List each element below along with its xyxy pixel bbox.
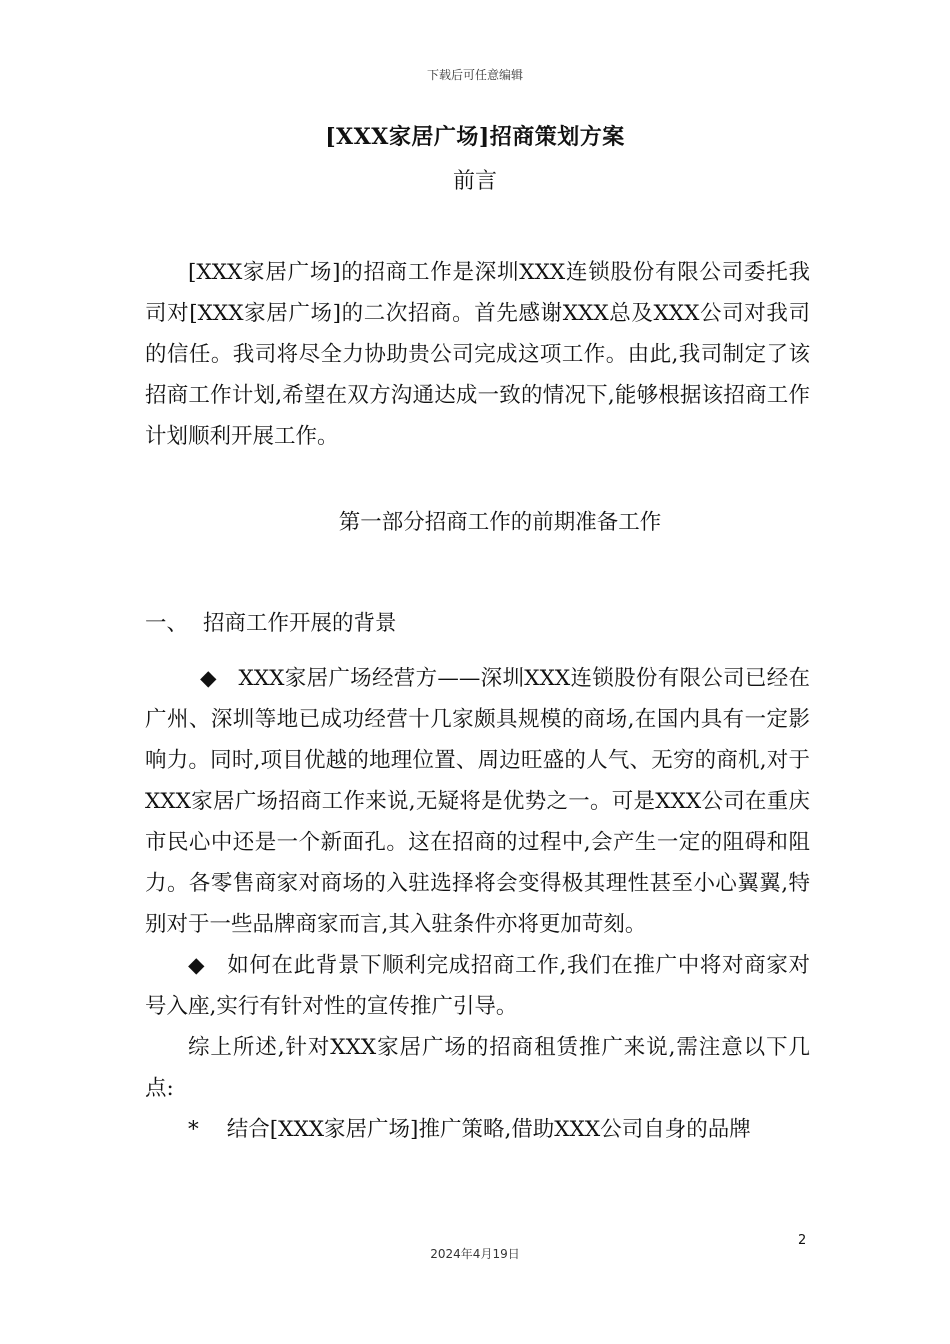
subsection-heading [145,603,397,644]
bullet-paragraph-1 [145,658,810,945]
page-number: 2 [798,1233,807,1248]
asterisk-bullet-icon: * [188,1117,199,1142]
bullet-2-text: 如何在此背景下顺利完成招商工作,我们在推广中将对商家对号入座,实行有针对性的宣传推广引导。 [145,953,810,1019]
diamond-bullet-icon: ◆ [188,953,205,978]
subsection-number: 一、 [145,611,189,636]
footer-date: 2024年4月19日 [430,1247,520,1261]
subsection-title: 招商工作开展的背景 [203,611,397,636]
bullet-1-text: XXX家居广场经营方——深圳XXX连锁股份有限公司已经在广州、深圳等地已成功经营十几家颇具规模的商场,在国内具有一定影响力。同时,项目优越的地理位置、周边旺盛的人气、无穷的商机,对于XXX家居广场招商工作来说,无疑将是优势之一。可是XXX公司在重庆市民心中还是一个新面孔。这在招商的过程中,会产生一定的阻碍和阻力。各零售商家对商场的入驻选择将会变得极其理性甚至小心翼翼,特别对于一些品牌商家而言,其入驻条件亦将更加苛刻。 [145,666,810,937]
diamond-bullet-icon: ◆ [200,666,217,691]
bullet-paragraph-2 [145,945,810,1027]
document-title: [XXX家居广场]招商策划方案 [325,124,625,150]
star-paragraph [145,1109,810,1150]
summary-paragraph: 综上所述,针对XXX家居广场的招商租赁推广来说,需注意以下几点: [145,1035,810,1101]
preface-heading: 前言 [452,169,497,194]
star-text: 结合[XXX家居广场]推广策略,借助XXX公司自身的品牌 [226,1117,751,1142]
intro-paragraph [145,252,810,457]
background-paragraphs [145,658,810,1150]
intro-text: [XXX家居广场]的招商工作是深圳XXX连锁股份有限公司委托我司对[XXX家居广场]的二次招商。首先感谢XXX总及XXX公司对我司的信任。我司将尽全力协助贵公司完成这项工作。由此,我司制定了该招商工作计划,希望在双方沟通达成一致的情况下,能够根据该招商工作计划顺利开展工作。 [145,260,810,449]
header-note: 下载后可任意编辑 [426,68,523,82]
section-title: 第一部分招商工作的前期准备工作 [338,510,662,535]
